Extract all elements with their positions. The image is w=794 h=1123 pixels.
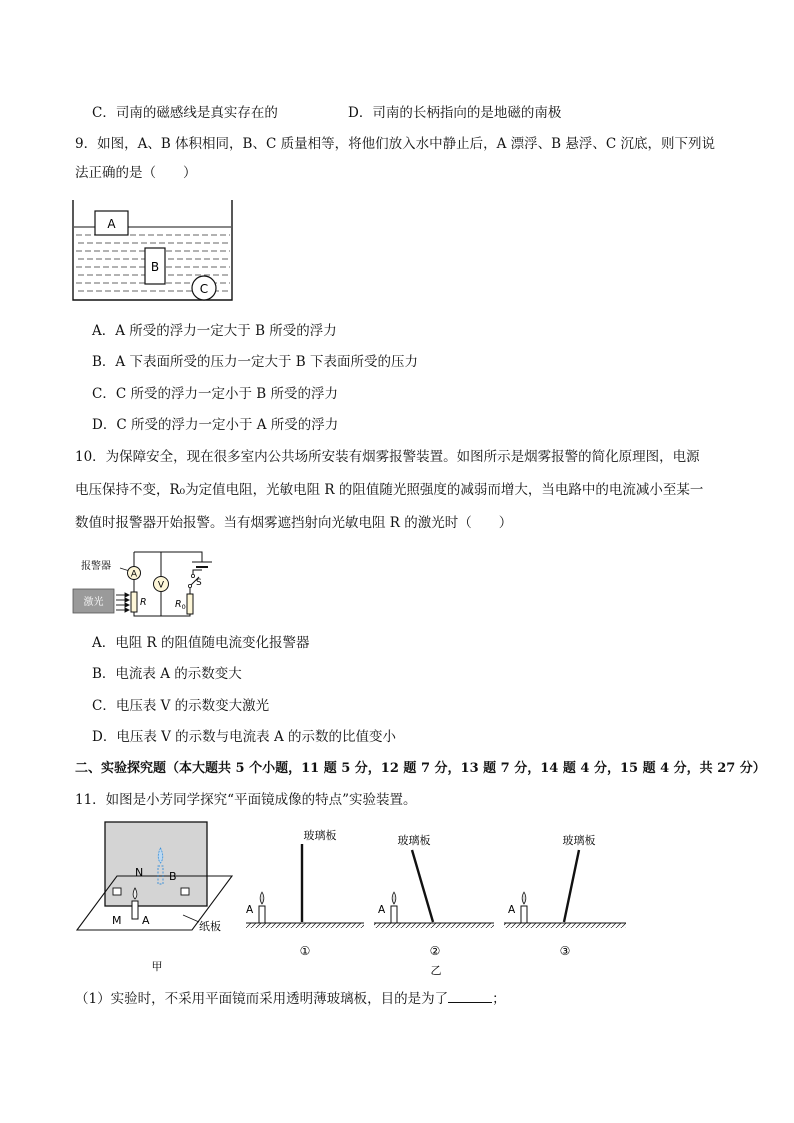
glass-tilted-forward xyxy=(564,850,579,922)
label-a: A xyxy=(142,914,150,927)
q9-stem-line2: 法正确的是（ ） xyxy=(75,165,197,181)
q9-option-c: C．C 所受的浮力一定小于 B 所受的浮力 xyxy=(92,386,338,402)
glass-label-3: 玻璃板 xyxy=(562,834,596,847)
clip-right xyxy=(181,888,189,895)
caption-jia: 甲 xyxy=(151,960,163,973)
q9-buoyancy-figure xyxy=(68,198,238,304)
label-c: C xyxy=(199,282,209,296)
label-b: B xyxy=(150,260,160,274)
q11-stem: 11．如图是小芳同学探究“平面镜成像的特点”实验装置。 xyxy=(75,792,417,808)
glass-label-2: 玻璃板 xyxy=(397,834,431,847)
svg-text:A: A xyxy=(508,904,516,916)
glass-label-1: 玻璃板 xyxy=(303,829,337,842)
label-m: M xyxy=(112,914,122,927)
paper-label: 纸板 xyxy=(199,920,221,933)
panel-2 xyxy=(374,833,494,958)
q10-stem-line3: 数值时报警器开始报警。当有烟雾遮挡射向光敏电阻 R 的激光时（ ） xyxy=(75,515,513,531)
q10-circuit-figure xyxy=(70,546,230,622)
q8-option-d: D．司南的长柄指向的是地磁的南极 xyxy=(348,105,562,121)
q11-sub1 xyxy=(75,990,506,1008)
q11-sub1-text: （1）实验时，不采用平面镜而采用透明薄玻璃板，目的是为了 xyxy=(75,991,449,1007)
svg-text:V: V xyxy=(157,580,165,591)
q10-stem-line1: 10．为保障安全，现在很多室内公共场所安装有烟雾报警装置。如图所示是烟雾报警的简化原理图，电源 xyxy=(75,449,700,465)
q11-figure-yi xyxy=(242,822,634,980)
q10-option-d: D．电压表 V 的示数与电流表 A 的示数的比值变小 xyxy=(92,729,396,745)
laser-label: 激光 xyxy=(83,597,104,608)
switch-label: S xyxy=(196,578,202,588)
laser-arrows xyxy=(116,593,129,612)
q9-option-d: D．C 所受的浮力一定小于 A 所受的浮力 xyxy=(92,417,339,433)
flame-a xyxy=(133,888,137,899)
q11-sub1-end: ； xyxy=(492,991,506,1007)
clip-left xyxy=(113,888,121,895)
q9-option-b: B．A 下表面所受的压力一定大于 B 下表面所受的压力 xyxy=(92,354,418,370)
section-2-heading: 二、实验探究题（本大题共 5 个小题，11 题 5 分，12 题 7 分，13 题 7 分，14 题 4 分，15 题 4 分，共 27 分） xyxy=(75,761,766,776)
q11-figure-jia xyxy=(72,818,242,976)
q10-option-a: A．电阻 R 的阻值随电流变化报警器 xyxy=(92,635,310,651)
q8-option-c: C．司南的磁感线是真实存在的 xyxy=(92,105,278,121)
label-b: B xyxy=(169,870,177,883)
answer-blank[interactable] xyxy=(448,990,492,1003)
panel-1 xyxy=(246,828,364,958)
label-n: N xyxy=(135,866,144,879)
caption-yi: 乙 xyxy=(430,964,442,977)
alarm-label: 报警器 xyxy=(81,561,111,572)
svg-text:A: A xyxy=(378,904,386,916)
svg-text:②: ② xyxy=(429,944,441,958)
q10-option-b: B．电流表 A 的示数变大 xyxy=(92,666,242,682)
q10-option-c: C．电压表 V 的示数变大激光 xyxy=(92,698,270,714)
glass-tilted-back xyxy=(412,850,433,922)
q10-stem-line2: 电压保持不变，R₀为定值电阻，光敏电阻 R 的阻值随光照强度的减弱而增大，当电路中的电流减小至某一 xyxy=(75,482,704,498)
q9-stem-line1: 9．如图，A、B 体积相同，B、C 质量相等，将他们放入水中静止后，A 漂浮、B 悬浮、C 沉底，则下列说 xyxy=(75,136,715,152)
photoresistor-r xyxy=(131,592,137,612)
svg-text:①: ① xyxy=(299,944,311,958)
svg-text:A: A xyxy=(246,904,254,916)
label-a: A xyxy=(107,217,116,231)
svg-text:R: R xyxy=(140,597,147,608)
svg-text:③: ③ xyxy=(559,944,571,958)
resistor-r0 xyxy=(187,594,193,614)
candle-a xyxy=(132,901,138,919)
q9-option-a: A．A 所受的浮力一定大于 B 所受的浮力 xyxy=(92,323,337,339)
panel-3 xyxy=(504,833,626,958)
svg-text:R0: $R_0$ xyxy=(175,599,186,611)
svg-text:A: A xyxy=(130,569,138,580)
